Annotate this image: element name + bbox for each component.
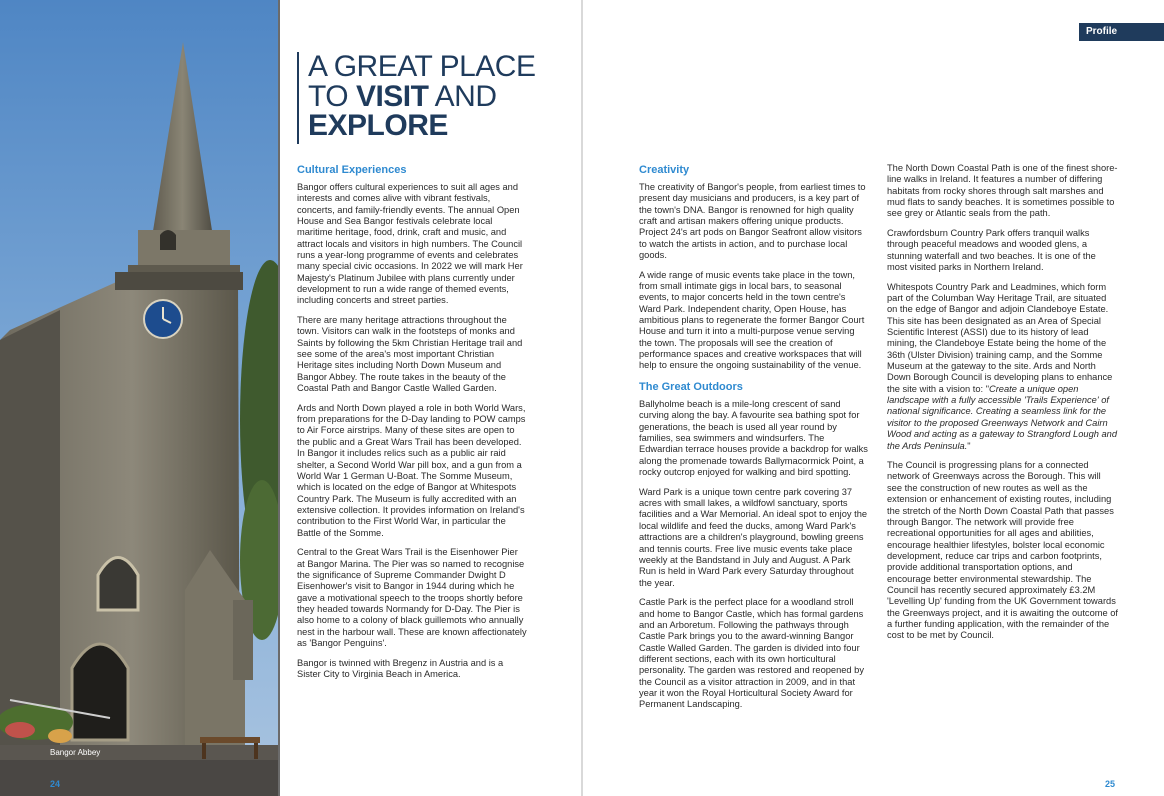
right-text-column xyxy=(887,163,1118,650)
middle-text-column xyxy=(639,163,868,719)
paragraph: Crawfordsburn Country Park offers tranquil walks through peaceful meadows and wooded glens, a stunning waterfall and two beaches. It is one of the most visited parks in Northern Ireland. xyxy=(887,228,1096,273)
paragraph: Castle Park is the perfect place for a woodland stroll and home to Bangor Castle, which has formal gardens and an Arboretum. Following the pathways through Castle Park brings you to the award-winning Bangor Castle Walled Garden. The garden is divided into four different sections, each with its own horticultural personality. The garden was restored and reopened by the Council as a visitor attraction in 2009, and in that year it won the Royal Horticultural Society Award for Permanent Landscaping. xyxy=(639,597,864,710)
section-heading-outdoors: The Great Outdoors xyxy=(639,381,743,394)
photo-caption: Bangor Abbey xyxy=(50,748,101,757)
quote-close: " xyxy=(967,440,971,451)
vision-quote: Create a unique open landscape with a fully accessible 'Trails Experience' of national significance. Creating a seamless link for the visitor to the proposed Greenways Network and Cairn Wood and acting as a gateway to Strangford Lough and the Ards Peninsula. xyxy=(887,383,1117,451)
page-headline xyxy=(297,52,557,144)
paragraph-text: Whitespots Country Park and Leadmines, which form part of the Columban Way Heritage Trail, are situated on the edge of Bangor and adjoin Clandeboye Estate. This site has been designated as an Area of Special Scientific Interest (ASSI) due to its history of lead mining, the Clandeboye Estate being the home of the 36th (Ulster Division) training camp, and the Somme Museum at the gateway to the site. Ards and North Down Borough Council is developing plans to enhance the site with a vision to: " xyxy=(887,281,1113,394)
headline-line-2 xyxy=(308,79,557,113)
section-heading-cultural: Cultural Experiences xyxy=(297,164,407,176)
page-number-right: 25 xyxy=(1104,779,1115,789)
profile-tab: Profile xyxy=(1079,23,1164,41)
headline-line-2-pre: TO xyxy=(308,79,356,113)
paragraph-with-quote xyxy=(887,282,1118,452)
paragraph: The Council is progressing plans for a connected network of Greenways across the Borough. This will see the construction of new routes as well as the extension or enhancement of existing routes, including the stretch of the North Down Coastal Path that passes through Bangor. The network will provide free recreational opportunities for all ages and abilities, encourage healthier lifestyles, bolster local economic development, reduce car trips and carbon footprints, provide additional transportation options, and encourage better environmental stewardship. The Council has recently secured approximately £3.2M 'Levelling Up' funding from the UK Government towards the Greenways project, and it is awaiting the outcome of a further funding application, with the remainder of the cost to be met by Council. xyxy=(887,460,1118,641)
paragraph: Bangor offers cultural experiences to suit all ages and interests and comes alive with vibrant festivals, concerts, and family-friendly events. The annual Open House and Sea Bangor festivals celebrate local maritime heritage, food, drink, craft and music, and attract locals and visitors in high numbers. The Council runs a year-long programme of events and celebrates many special civic occasions. In 2022 we will mark Her Majesty's Platinum Jubilee with plans currently under development to run a wide range of themed events, including concerts and street parties. xyxy=(297,182,523,306)
bangor-abbey-photo xyxy=(0,0,280,796)
headline-line-2-post: AND xyxy=(428,79,497,113)
paragraph: Central to the Great Wars Trail is the Eisenhower Pier at Bangor Marina. The Pier was so named to recognise the significance of Supreme Commander Dwight D Eisenhower's visit to Bangor in 1944 during which he gave a motivational speech to the troops shortly before they headed towards Normandy for D-Day. The Pier is also home to a colony of black guillemots who annually nest in the harbour wall. These are known affectionately as 'Bangor Penguins'. xyxy=(297,547,527,648)
page-number-left: 24 xyxy=(50,779,61,789)
left-text-column xyxy=(297,163,527,689)
paragraph: The North Down Coastal Path is one of the finest shore-line walks in Ireland. It features a number of differing habitats from rocky shores through salt marshes and mud flats to sandy beaches. It is sometimes possible to see grey or Atlantic seals from the path. xyxy=(887,163,1118,219)
section-heading-creativity: Creativity xyxy=(639,164,690,176)
paragraph: Ballyholme beach is a mile-long crescent of sand curving along the bay. A favourite sea bathing spot for generations, the beach is used all year round by families, sea swimmers and windsurfers. The Edwardian terrace houses provide a backdrop for walks along the promenade towards Ballymacormick Point, a rocky outcrop enjoyed for walking and bird spotting. xyxy=(639,399,868,478)
headline-line-1: A GREAT PLACE xyxy=(308,50,536,83)
paragraph: A wide range of music events take place in the town, from small intimate gigs in local bars, to seasonal events, to major concerts held in the town centre's Ward Park. Independent charity, Open House, has ambitious plans to regenerate the former Bangor Court House and turn it into a multi-purpose venue serving the town. The proposals will see the creation of performance spaces and creative workspaces that will help to ensure the ongoing sustainability of the venue. xyxy=(639,269,865,371)
abbey-illustration xyxy=(0,0,280,796)
paragraph: Bangor is twinned with Bregenz in Austria and is a Sister City to Virginia Beach in America. xyxy=(297,657,504,679)
paragraph: The creativity of Bangor's people, from earliest times to present day musicians and producers, is a key part of the town's DNA. Bangor is renowned for high quality craft and artisan makers offering unique products. Project 24's art pods on Bangor Seafront allow visitors to watch the artists in action, and to purchase local goods. xyxy=(639,182,866,261)
paragraph: Ards and North Down played a role in both World Wars, from preparations for the D-Day landing to POW camps to Air Force airstrips. Many of these sites are open to the public and a Great Wars Trail has been developed. In Bangor it includes relics such as a public air raid shelter, a Second World War pill box, and a gun from a World War 1 German U-Boat. The Somme Museum, which is located on the edge of Bangor at Whitespots Country Park. The Museum is fully accredited with an extensive collection. It provides information on Ireland's contribution to the First World War, in particular the Battle of the Somme. xyxy=(297,402,526,538)
headline-line-2-bold: VISIT xyxy=(355,79,429,113)
paragraph: There are many heritage attractions throughout the town. Visitors can walk in the footsteps of monks and Saints by following the 5km Christian Heritage trail and see some of the area's most important Christian Heritage sites including North Down Museum and Bangor Abbey. The route takes in the beauty of the Coastal Path and Bangor Castle Walled Garden. xyxy=(297,315,523,394)
headline-line-3: EXPLORE xyxy=(308,109,448,142)
paragraph: Ward Park is a unique town centre park covering 37 acres with small lakes, a wildfowl sanctuary, sports facilities and a War Memorial. An ideal spot to enjoy the local wildlife and feed the ducks, among Ward Park's attractions are a children's playground, bowling greens and tennis courts. Free live music events take place weekly at the Bandstand in July and August. A Park Run is held in Ward Park every Saturday throughout the year. xyxy=(639,486,868,588)
